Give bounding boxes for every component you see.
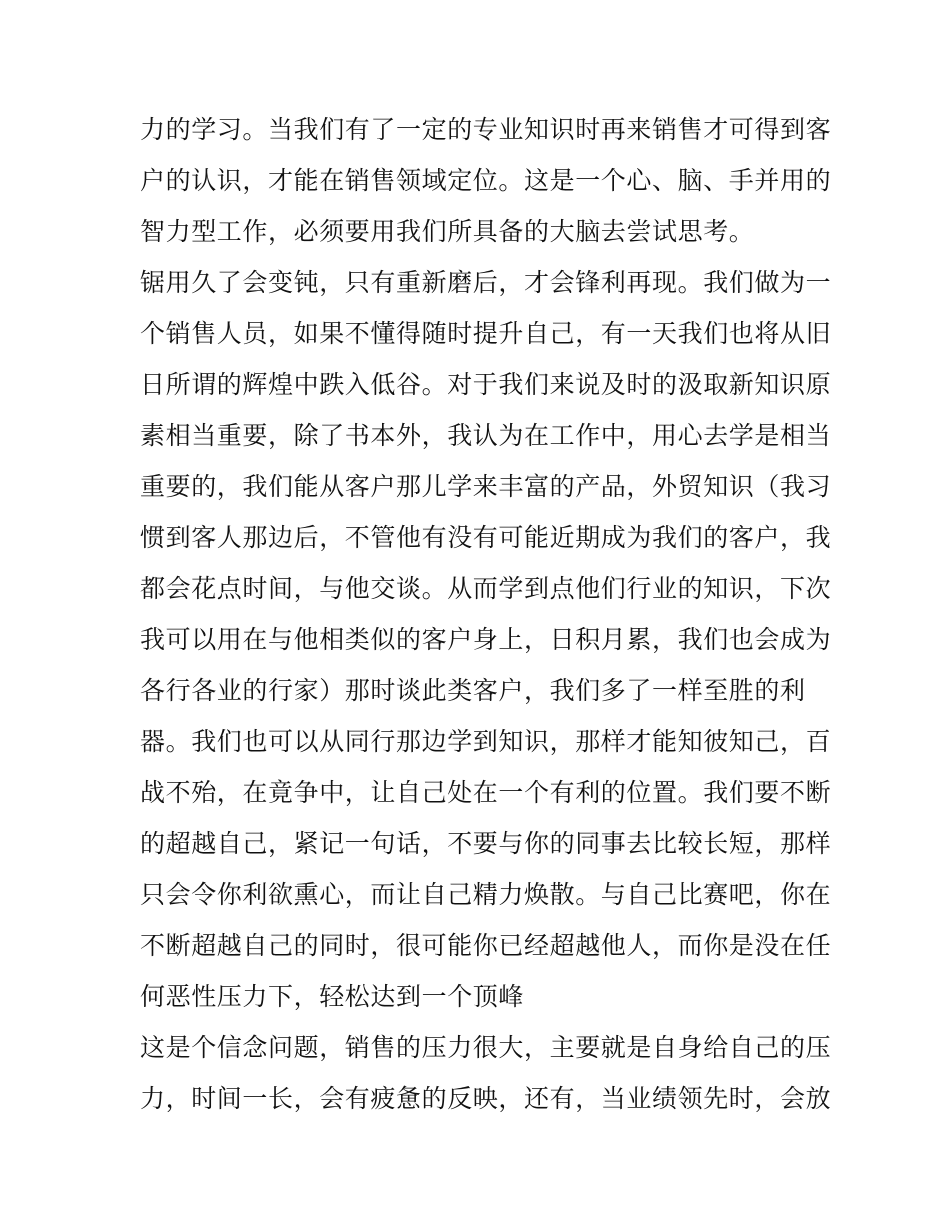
text-line: 都会花点时间，与他交谈。从而学到点他们行业的知识，下次 — [140, 574, 832, 603]
text-line: 这是个信念问题，销售的压力很大，主要就是自身给自己的压 — [140, 1033, 832, 1062]
text-line: 智力型工作，必须要用我们所具备的大脑去尝试思考。 — [140, 217, 755, 246]
text-line: 只会令你利欲熏心，而让自己精力焕散。与自己比赛吧，你在 — [140, 880, 832, 909]
text-line: 不断超越自己的同时，很可能你已经超越他人，而你是没在任 — [140, 931, 832, 960]
text-line: 锯用久了会变钝，只有重新磨后，才会锋利再现。我们做为一 — [140, 268, 832, 297]
text-line: 我可以用在与他相类似的客户身上，日积月累，我们也会成为 — [140, 625, 832, 654]
body-text — [140, 107, 832, 1127]
text-line: 何恶性压力下，轻松达到一个顶峰 — [140, 982, 525, 1011]
text-line: 重要的，我们能从客户那儿学来丰富的产品，外贸知识（我习 — [140, 472, 832, 501]
text-line: 各行各业的行家）那时谈此类客户，我们多了一样至胜的利 — [140, 676, 806, 705]
text-line: 户的认识，才能在销售领域定位。这是一个心、脑、手并用的 — [140, 166, 832, 195]
text-line: 素相当重要，除了书本外，我认为在工作中，用心去学是相当 — [140, 421, 832, 450]
text-line: 力的学习。当我们有了一定的专业知识时再来销售才可得到客 — [140, 115, 832, 144]
text-line: 惯到客人那边后，不管他有没有可能近期成为我们的客户，我 — [140, 523, 832, 552]
text-line: 个销售人员，如果不懂得随时提升自己，有一天我们也将从旧 — [140, 319, 832, 348]
text-line: 器。我们也可以从同行那边学到知识，那样才能知彼知己，百 — [140, 727, 832, 756]
text-line: 的超越自己，紧记一句话，不要与你的同事去比较长短，那样 — [140, 829, 832, 858]
text-line: 战不殆，在竟争中，让自己处在一个有利的位置。我们要不断 — [140, 778, 832, 807]
text-line: 力，时间一长，会有疲惫的反映，还有，当业绩领先时，会放 — [140, 1084, 832, 1113]
text-line: 日所谓的辉煌中跌入低谷。对于我们来说及时的汲取新知识原 — [140, 370, 832, 399]
